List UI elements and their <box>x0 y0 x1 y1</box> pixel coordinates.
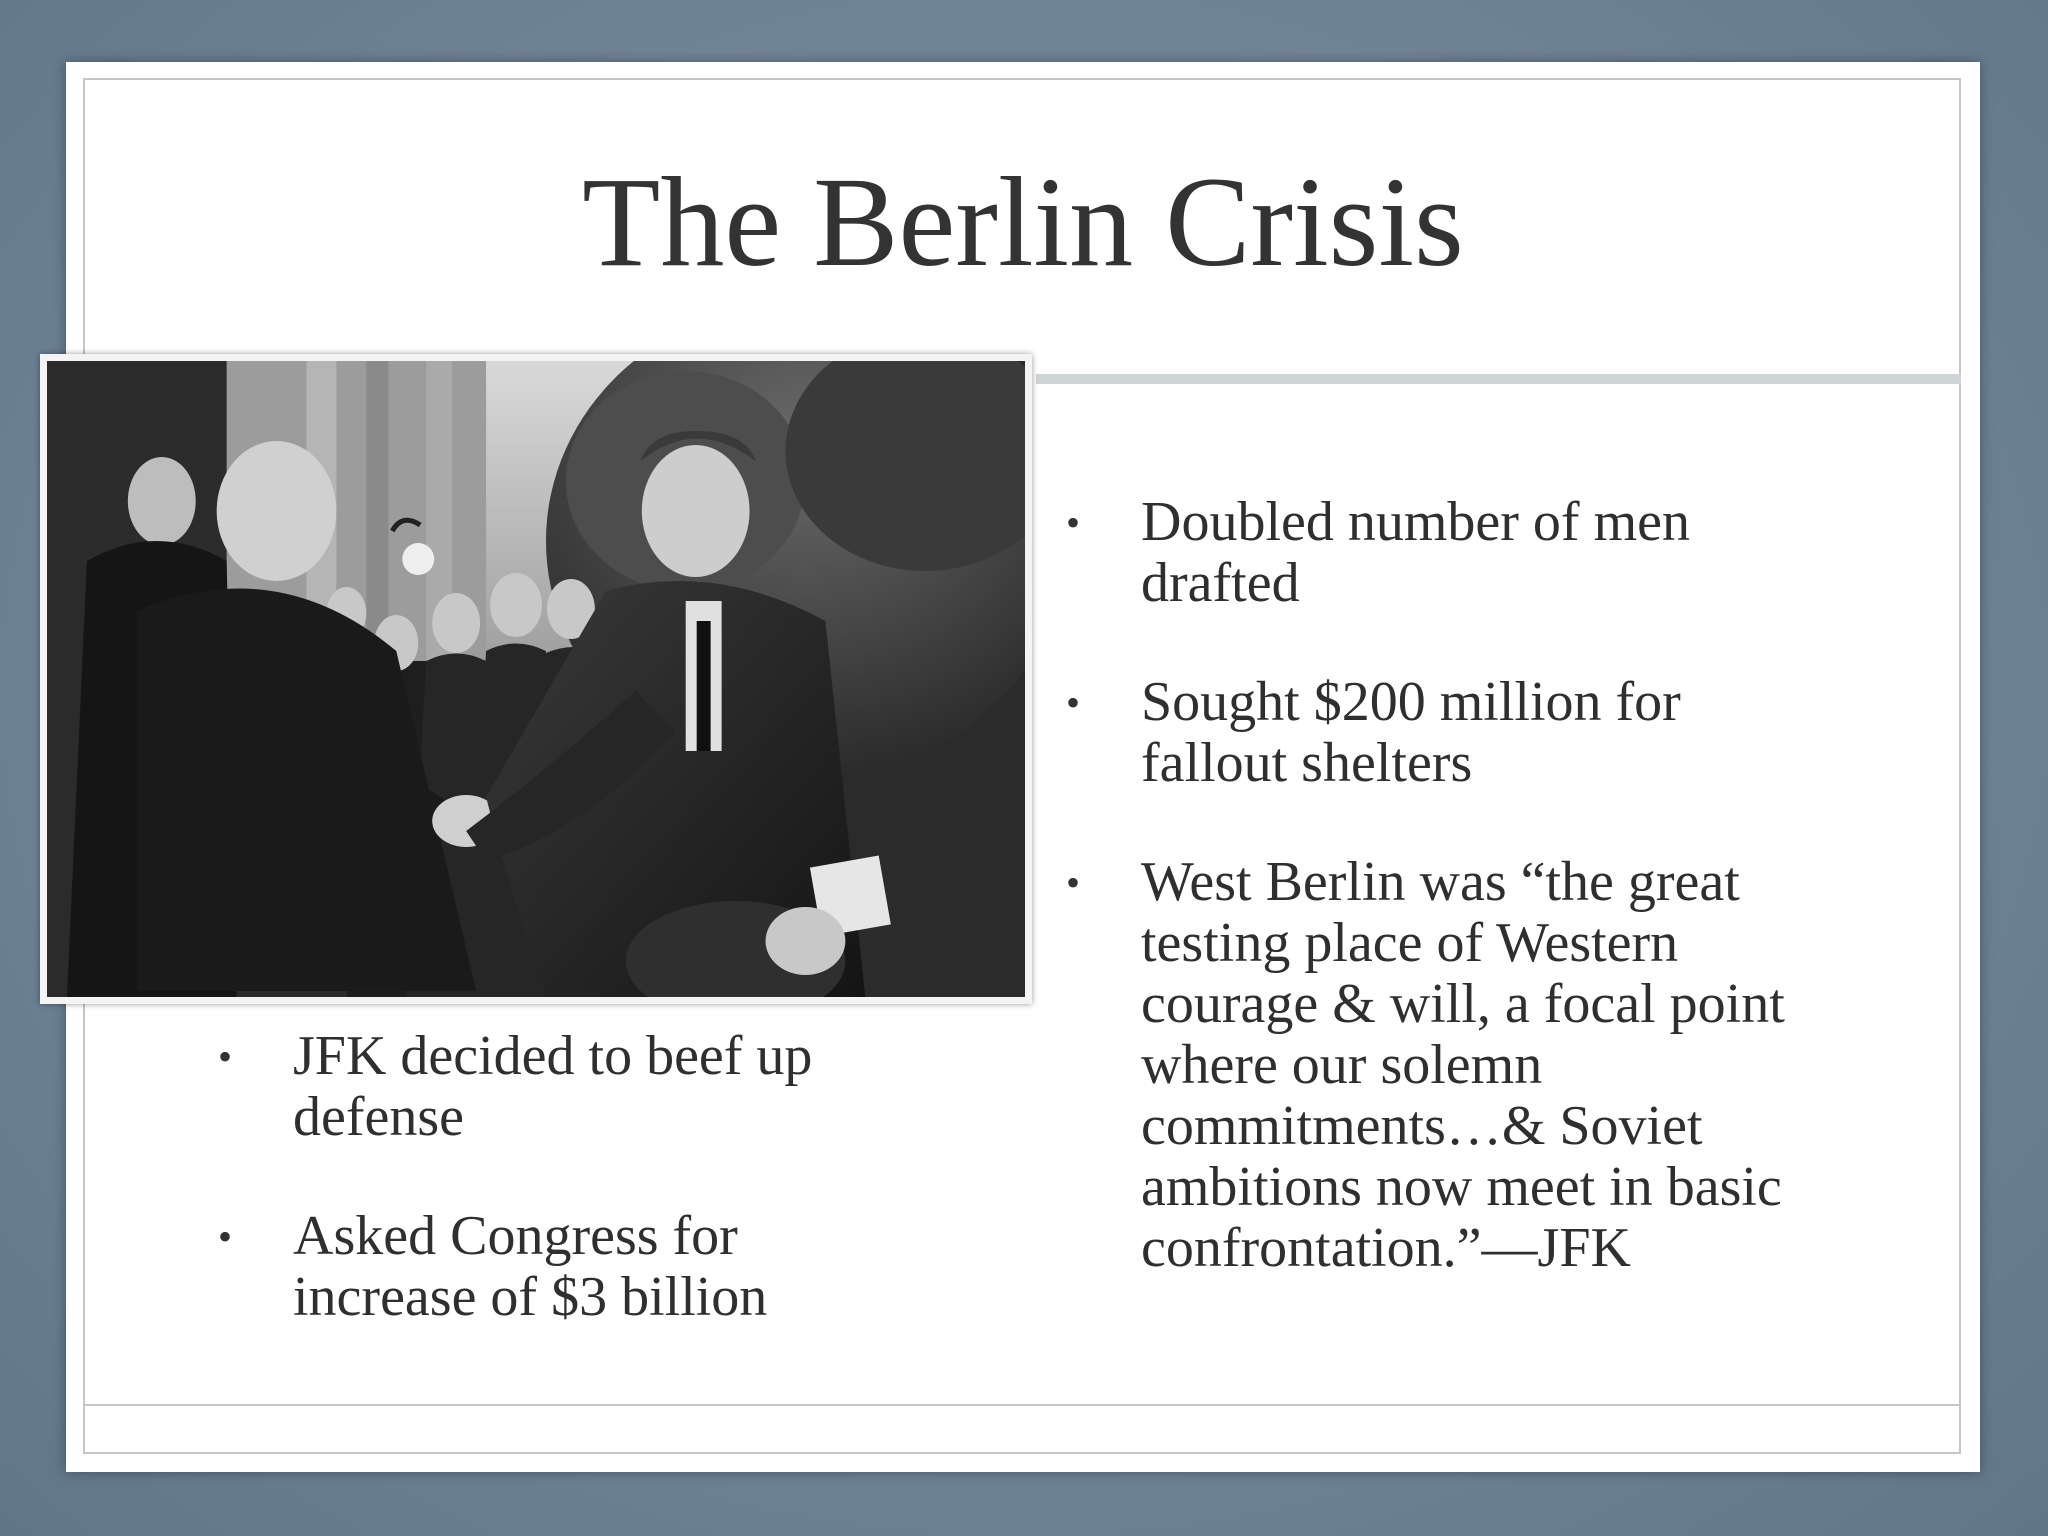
list-item <box>218 1026 918 1148</box>
right-bullet-list <box>1066 492 1826 1337</box>
list-item <box>218 1206 918 1328</box>
slide-title: The Berlin Crisis <box>582 151 1464 293</box>
footer-rule <box>83 1404 1961 1406</box>
bullet-text: West Berlin was “the great testing place of Western courage & will, a focal point where our solemn commitments…& Soviet ambitions now meet in basic confrontation.”—JFK <box>1141 851 1785 1279</box>
handshake-photo <box>40 354 1032 1004</box>
bullet-icon: • <box>1066 860 1081 905</box>
slide <box>66 62 1980 1472</box>
bullet-text: Sought $200 million for fallout shelters <box>1141 671 1681 794</box>
bullet-text: JFK decided to beef up defense <box>293 1025 813 1148</box>
left-bullet-list <box>218 1026 918 1386</box>
title-rule <box>1036 374 1961 384</box>
bullet-text: Asked Congress for increase of $3 billion <box>293 1205 768 1328</box>
list-item <box>1066 492 1826 614</box>
list-item <box>1066 672 1826 794</box>
bullet-text: Doubled number of men drafted <box>1141 491 1690 614</box>
bullet-icon: • <box>1066 500 1081 545</box>
list-item <box>1066 852 1826 1279</box>
bullet-icon: • <box>218 1214 233 1259</box>
photo-image <box>47 361 1025 997</box>
bullet-icon: • <box>1066 680 1081 725</box>
bullet-icon: • <box>218 1034 233 1079</box>
